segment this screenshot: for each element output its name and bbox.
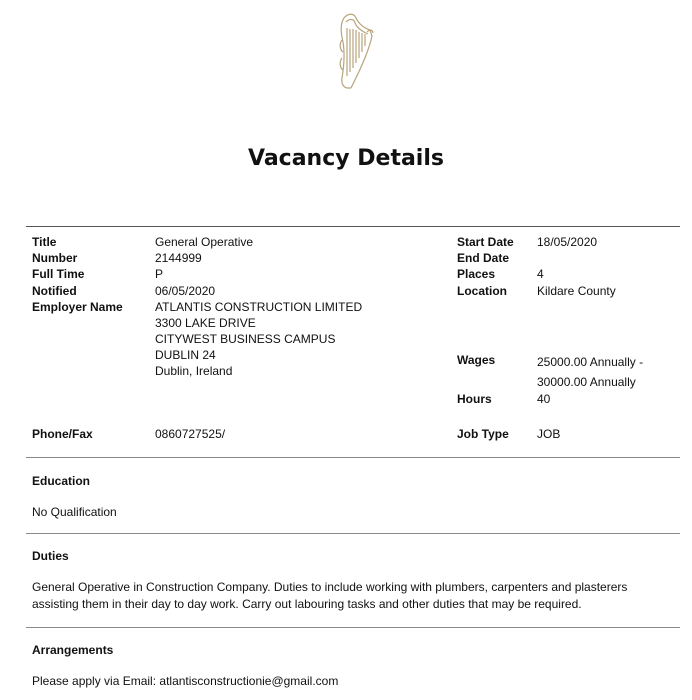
location-label: Location [457,284,507,298]
places-label: Places [457,267,496,281]
employer-name-label: Employer Name [32,300,123,314]
full-time-value: P [155,267,164,281]
employer-address-line: DUBLIN 24 [155,348,216,362]
harp-icon [336,10,376,92]
education-heading: Education [32,474,91,488]
page-title: Vacancy Details [248,146,444,171]
job-type-value: JOB [537,427,561,441]
start-date-label: Start Date [457,235,514,249]
employer-name-value: ATLANTIS CONSTRUCTION LIMITED [155,300,363,314]
divider [26,457,680,458]
divider [26,226,680,227]
full-time-label: Full Time [32,267,85,281]
arrangements-heading: Arrangements [32,643,114,657]
start-date-value: 18/05/2020 [537,235,598,249]
divider [26,627,680,628]
arrangements-text: Please apply via Email: atlantisconstructionie@gmail.com [32,674,339,688]
wages-label: Wages [457,353,496,367]
number-value: 2144999 [155,251,202,265]
duties-heading: Duties [32,549,69,563]
location-value: Kildare County [537,284,616,298]
job-type-label: Job Type [457,427,509,441]
wages-value [537,352,643,392]
phone-fax-label: Phone/Fax [32,427,93,441]
hours-label: Hours [457,392,492,406]
duties-text: General Operative in Construction Company. Duties to include working with plumbers, carpenters and plasterers assisting them in their day to day work. Carry out labouring tasks and other duties that may be required. [32,580,628,611]
number-label: Number [32,251,78,265]
end-date-label: End Date [457,251,510,265]
title-value: General Operative [155,235,254,249]
education-text: No Qualification [32,505,117,519]
notified-value: 06/05/2020 [155,284,216,298]
employer-address [155,299,362,379]
notified-label: Notified [32,284,77,298]
employer-address-line: CITYWEST BUSINESS CAMPUS [155,332,336,346]
hours-value: 40 [537,392,551,406]
places-value: 4 [537,267,544,281]
wages-range-end: 30000.00 Annually [537,375,636,389]
wages-range-start: 25000.00 Annually - [537,355,644,369]
employer-address-line: Dublin, Ireland [155,364,233,378]
employer-address-line: 3300 LAKE DRIVE [155,316,256,330]
phone-fax-value: 0860727525/ [155,427,226,441]
title-label: Title [32,235,57,249]
divider [26,533,680,534]
